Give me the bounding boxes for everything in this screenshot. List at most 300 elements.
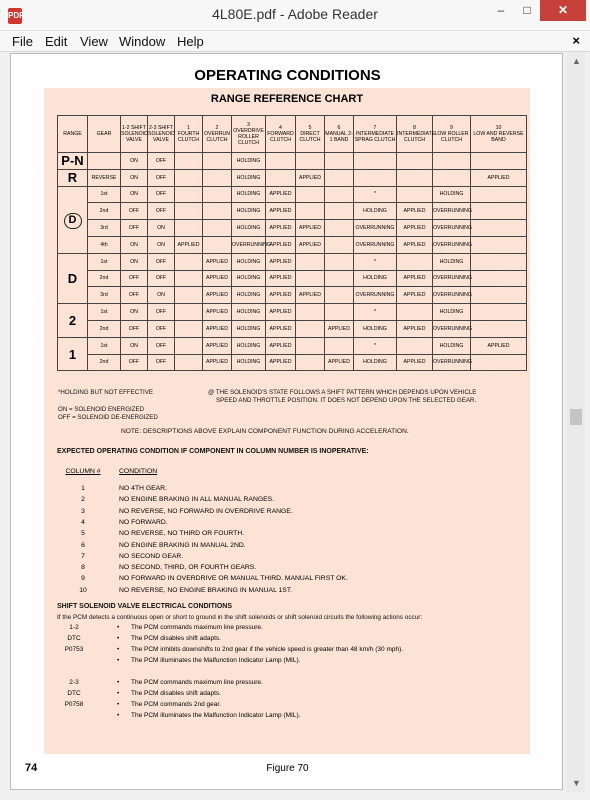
solenoid-action-text: The PCM illuminates the Malfunction Indicator Lamp (MIL).	[131, 657, 301, 664]
table-cell	[296, 354, 325, 371]
table-cell	[471, 153, 527, 170]
table-cell: OVERRUNNING	[433, 320, 471, 337]
table-cell: APPLIED	[266, 337, 296, 354]
table-row	[58, 253, 527, 270]
table-cell	[471, 203, 527, 220]
solenoid-group-2-3	[44, 679, 524, 727]
table-cell: 3rd	[88, 220, 121, 237]
solenoid-action-text: The PCM illuminates the Malfunction Indicator Lamp (MIL).	[131, 712, 301, 719]
table-cell: *	[354, 253, 397, 270]
table-header-cell	[354, 116, 397, 153]
table-cell: HOLDING	[232, 169, 266, 186]
table-cell	[471, 304, 527, 321]
condition-text: NO REVERSE, NO FORWARD IN OVERDRIVE RANGE.	[119, 507, 293, 515]
close-document-icon[interactable]: ×	[572, 33, 580, 48]
table-cell	[471, 253, 527, 270]
close-window-button[interactable]: ✕	[540, 0, 586, 21]
expected-heading: EXPECTED OPERATING CONDITION IF COMPONENT IN COLUMN NUMBER IS INOPERATIVE:	[57, 448, 369, 455]
table-cell: APPLIED	[397, 320, 433, 337]
table-cell: HOLDING	[354, 320, 397, 337]
table-cell: APPLIED	[325, 320, 354, 337]
table-cell: ON	[121, 236, 148, 253]
table-cell	[354, 153, 397, 170]
table-cell: HOLDING	[232, 354, 266, 371]
table-cell: ON	[148, 236, 175, 253]
table-cell	[397, 337, 433, 354]
table-cell	[203, 220, 232, 237]
table-cell: HOLDING	[232, 153, 266, 170]
table-cell: ON	[148, 287, 175, 304]
column-number: 5	[308, 125, 312, 131]
table-cell: OFF	[148, 354, 175, 371]
table-cell: ON	[121, 186, 148, 203]
table-cell: HOLDING	[354, 270, 397, 287]
table-cell	[325, 153, 354, 170]
table-header-cell	[433, 116, 471, 153]
condition-text: NO SECOND, THIRD, OR FOURTH GEARS.	[119, 564, 257, 572]
scroll-up-icon[interactable]: ▲	[572, 56, 581, 66]
column-label: GEAR	[96, 131, 112, 137]
conditions-list	[44, 468, 524, 598]
table-cell	[266, 169, 296, 186]
table-cell: HOLDING	[433, 186, 471, 203]
table-cell: HOLDING	[232, 304, 266, 321]
range-label-cell	[58, 153, 88, 170]
table-cell: APPLIED	[175, 236, 203, 253]
table-header-cell	[325, 116, 354, 153]
table-cell: HOLDING	[232, 203, 266, 220]
table-cell: APPLIED	[266, 186, 296, 203]
table-cell: OFF	[121, 220, 148, 237]
column-label: LOW AND REVERSE BAND	[473, 131, 524, 143]
table-row	[58, 203, 527, 220]
column-number: 10	[495, 125, 502, 131]
solenoid-code: P0753	[64, 646, 84, 653]
condition-text: NO ENGINE BRAKING IN MANUAL 2ND.	[119, 541, 246, 549]
column-label: DIRECT CLUTCH	[299, 131, 321, 143]
table-cell	[325, 203, 354, 220]
column-label: OVERDRIVE ROLLER CLUTCH	[233, 128, 264, 146]
table-cell	[471, 270, 527, 287]
table-cell	[325, 287, 354, 304]
table-cell: APPLIED	[266, 354, 296, 371]
column-label: FORWARD CLUTCH	[267, 131, 294, 143]
table-header-cell	[175, 116, 203, 153]
table-cell: APPLIED	[266, 304, 296, 321]
table-cell	[354, 169, 397, 186]
table-cell: 4th	[88, 236, 121, 253]
bullet-icon: •	[117, 701, 120, 708]
table-cell: APPLIED	[266, 220, 296, 237]
table-cell	[471, 220, 527, 237]
table-header-cell	[121, 116, 148, 153]
table-cell: OVERRUNNING	[354, 287, 397, 304]
range-label: R	[67, 170, 78, 186]
table-cell: OFF	[121, 320, 148, 337]
column-label: OVERRUN CLUTCH	[204, 131, 230, 143]
table-cell: HOLDING	[232, 253, 266, 270]
table-cell: *	[354, 186, 397, 203]
table-cell	[325, 220, 354, 237]
table-cell	[175, 354, 203, 371]
condition-text: NO SECOND GEAR.	[119, 552, 184, 560]
table-cell: HOLDING	[433, 253, 471, 270]
table-cell: OVERRUNNING	[354, 220, 397, 237]
range-label-cell	[58, 186, 88, 253]
table-cell	[325, 186, 354, 203]
table-cell: ON	[121, 153, 148, 170]
table-cell	[471, 186, 527, 203]
table-cell: OFF	[148, 186, 175, 203]
table-cell	[175, 287, 203, 304]
solenoid-heading: SHIFT SOLENOID VALVE ELECTRICAL CONDITIONS	[57, 603, 233, 610]
table-cell: ON	[121, 304, 148, 321]
table-cell: OFF	[148, 337, 175, 354]
range-label-cell	[58, 304, 88, 338]
table-cell: APPLIED	[397, 270, 433, 287]
page-number: 74	[25, 762, 38, 774]
table-cell	[325, 304, 354, 321]
column-number-header: COLUMN #	[65, 468, 101, 475]
table-row	[58, 320, 527, 337]
table-cell	[296, 253, 325, 270]
table-cell: 1st	[88, 186, 121, 203]
table-cell: OVERRUNNING	[433, 203, 471, 220]
table-cell: OFF	[121, 354, 148, 371]
menu-view[interactable]: View	[80, 34, 108, 49]
table-cell	[325, 253, 354, 270]
table-cell: ON	[121, 337, 148, 354]
table-cell	[175, 270, 203, 287]
table-row	[58, 337, 527, 354]
range-label: D	[64, 213, 82, 229]
table-cell: OFF	[121, 287, 148, 304]
table-cell: APPLIED	[325, 354, 354, 371]
table-header-cell	[266, 116, 296, 153]
table-cell: APPLIED	[397, 236, 433, 253]
table-cell	[296, 337, 325, 354]
table-cell: 1st	[88, 304, 121, 321]
table-cell	[203, 169, 232, 186]
table-cell	[175, 337, 203, 354]
table-header-cell	[471, 116, 527, 153]
table-cell	[203, 186, 232, 203]
table-row	[58, 220, 527, 237]
table-cell: *	[354, 337, 397, 354]
table-cell: APPLIED	[296, 236, 325, 253]
table-cell: HOLDING	[433, 304, 471, 321]
note-text: NOTE: DESCRIPTIONS ABOVE EXPLAIN COMPONENT FUNCTION DURING ACCELERATION.	[121, 428, 409, 435]
table-cell	[397, 304, 433, 321]
column-number: 8	[413, 125, 416, 131]
table-cell	[266, 153, 296, 170]
condition-column-number: 4	[81, 518, 85, 526]
table-cell: OFF	[148, 304, 175, 321]
solenoid-code: 1-2	[69, 624, 79, 631]
table-cell	[203, 236, 232, 253]
table-row	[58, 236, 527, 253]
condition-column-number: 1	[81, 485, 85, 492]
table-cell: 2nd	[88, 354, 121, 371]
document-title: OPERATING CONDITIONS	[194, 67, 381, 84]
table-cell: APPLIED	[266, 287, 296, 304]
column-label: 1-2 SHIFT SOLENOID VALVE	[121, 125, 148, 143]
table-row	[58, 287, 527, 304]
table-cell: APPLIED	[471, 337, 527, 354]
column-label: 2-3 SHIFT SOLENOID VALVE	[148, 125, 175, 143]
condition-text: NO REVERSE, NO ENGINE BRAKING IN MANUAL 1ST.	[119, 586, 293, 594]
table-cell: APPLIED	[266, 236, 296, 253]
table-cell	[203, 153, 232, 170]
table-cell	[296, 320, 325, 337]
table-cell	[88, 153, 121, 170]
bullet-icon: •	[117, 624, 120, 631]
table-row	[58, 304, 527, 321]
table-cell: APPLIED	[397, 287, 433, 304]
table-cell: 2nd	[88, 203, 121, 220]
table-header-cell	[148, 116, 175, 153]
table-cell	[397, 153, 433, 170]
table-row	[58, 354, 527, 371]
table-cell	[296, 203, 325, 220]
column-number: 3	[247, 122, 250, 128]
table-cell	[471, 354, 527, 371]
figure-caption: Figure 70	[266, 763, 309, 774]
solenoid-group-1-2	[44, 624, 524, 672]
table-cell	[175, 253, 203, 270]
table-cell: REVERSE	[88, 169, 121, 186]
bullet-icon: •	[117, 712, 120, 719]
table-cell: ON	[121, 253, 148, 270]
table-cell: OVERRUNNING	[433, 287, 471, 304]
window-title: 4L80E.pdf - Adobe Reader	[212, 6, 378, 22]
table-cell	[325, 270, 354, 287]
column-number: 6	[337, 125, 341, 131]
column-number: 1	[187, 125, 190, 131]
table-cell: HOLDING	[433, 337, 471, 354]
table-cell: OFF	[148, 169, 175, 186]
column-number: 7	[373, 125, 377, 131]
column-label: FOURTH CLUTCH	[177, 131, 200, 143]
table-header-cell	[296, 116, 325, 153]
table-cell: APPLIED	[296, 287, 325, 304]
solenoid-action-text: The PCM inhibits downshifts to 2nd gear if the vehicle speed is greater than 48 km/h (30 mph).	[131, 646, 404, 653]
table-cell: APPLIED	[266, 203, 296, 220]
condition-column-number: 3	[81, 507, 85, 515]
table-cell: APPLIED	[266, 320, 296, 337]
table-cell: OVERRUNNING	[354, 236, 397, 253]
table-cell: OVERRUNNING	[433, 236, 471, 253]
table-cell	[175, 153, 203, 170]
table-cell	[471, 320, 527, 337]
menu-help[interactable]: Help	[177, 34, 204, 49]
table-cell: OFF	[148, 270, 175, 287]
table-cell: HOLDING	[354, 203, 397, 220]
table-cell	[296, 186, 325, 203]
pdf-page	[10, 53, 563, 790]
column-label: INTERMEDIATE SPRAG CLUTCH	[354, 131, 396, 143]
table-cell	[175, 203, 203, 220]
solenoid-code: P0758	[64, 701, 84, 708]
table-cell: HOLDING	[232, 186, 266, 203]
table-cell: OFF	[148, 253, 175, 270]
table-cell: APPLIED	[203, 320, 232, 337]
solenoid-action-text: The PCM commands 2nd gear.	[131, 701, 221, 708]
solenoid-intro: If the PCM detects a continuous open or short to ground in the shift solenoids or shift solenoid circuits the following actions occur:	[57, 614, 423, 621]
table-header-cell	[232, 116, 266, 153]
table-cell: OVERRUNNING	[433, 270, 471, 287]
table-cell: OFF	[121, 270, 148, 287]
scroll-thumb[interactable]	[570, 409, 582, 425]
table-cell	[433, 169, 471, 186]
table-cell	[175, 169, 203, 186]
menu-bar	[0, 31, 590, 52]
condition-text: NO 4TH GEAR.	[119, 485, 167, 492]
range-reference-table	[57, 115, 527, 371]
table-cell	[433, 153, 471, 170]
table-row	[58, 270, 527, 287]
column-label: LOW ROLLER CLUTCH	[434, 131, 469, 143]
table-cell	[471, 236, 527, 253]
table-cell	[325, 236, 354, 253]
table-cell	[175, 186, 203, 203]
table-cell: APPLIED	[397, 203, 433, 220]
table-header-cell	[58, 116, 88, 153]
menu-edit[interactable]: Edit	[45, 34, 68, 49]
table-cell: OVERRUNNING	[232, 236, 266, 253]
table-cell: ON	[121, 169, 148, 186]
table-cell	[175, 304, 203, 321]
range-label: P-N	[61, 153, 84, 169]
table-cell: APPLIED	[266, 253, 296, 270]
condition-column-number: 10	[79, 586, 87, 594]
table-cell: 1st	[88, 253, 121, 270]
table-cell: OVERRUNNING	[433, 354, 471, 371]
footnote-state-2: SPEED AND THROTTLE POSITION. IT DOES NOT DEPEND UPON THE SELECTED GEAR.	[216, 397, 477, 404]
bullet-icon: •	[117, 646, 120, 653]
table-cell	[296, 270, 325, 287]
range-label-cell	[58, 169, 88, 186]
bullet-icon: •	[117, 679, 120, 686]
column-label: RANGE	[63, 131, 82, 137]
table-cell	[325, 169, 354, 186]
table-cell: OFF	[148, 203, 175, 220]
footnote-on: ON = SOLENOID ENERGIZED	[58, 406, 145, 413]
bullet-icon: •	[117, 657, 120, 664]
condition-text: NO FORWARD.	[119, 518, 168, 526]
range-label: 1	[68, 346, 77, 362]
solenoid-action-text: The PCM commands maximum line pressure.	[131, 624, 263, 631]
table-cell: HOLDING	[232, 287, 266, 304]
table-cell	[203, 203, 232, 220]
condition-header: CONDITION	[119, 468, 158, 475]
range-label-cell	[58, 337, 88, 371]
column-label: MANUAL 2-1 BAND	[325, 131, 353, 143]
table-header-cell	[203, 116, 232, 153]
menu-window[interactable]: Window	[119, 34, 166, 49]
table-cell: HOLDING	[354, 354, 397, 371]
table-cell: APPLIED	[203, 270, 232, 287]
table-cell: APPLIED	[203, 354, 232, 371]
solenoid-code: DTC	[67, 635, 81, 642]
scroll-down-icon[interactable]: ▼	[572, 778, 581, 788]
bullet-icon: •	[117, 635, 120, 642]
title-bar	[0, 0, 590, 31]
table-cell: HOLDING	[232, 220, 266, 237]
table-row	[58, 186, 527, 203]
table-cell: HOLDING	[232, 270, 266, 287]
table-cell: APPLIED	[203, 287, 232, 304]
pdf-app-icon: PDF	[8, 8, 22, 24]
column-label: INTERMEDIATE CLUTCH	[397, 131, 436, 143]
table-cell: APPLIED	[397, 354, 433, 371]
condition-column-number: 2	[81, 496, 85, 504]
table-row	[58, 169, 527, 186]
table-cell: HOLDING	[232, 320, 266, 337]
column-number: 9	[450, 125, 453, 131]
condition-column-number: 6	[81, 541, 85, 549]
table-cell: APPLIED	[266, 270, 296, 287]
table-cell	[397, 253, 433, 270]
table-cell	[296, 153, 325, 170]
table-cell	[397, 169, 433, 186]
solenoid-action-text: The PCM disables shift adapts.	[131, 690, 221, 697]
table-cell: APPLIED	[203, 253, 232, 270]
footnote-holding: *HOLDING BUT NOT EFFECTIVE	[58, 389, 154, 396]
condition-text: NO FORWARD IN OVERDRIVE OR MANUAL THIRD. MANUAL FIRST OK.	[119, 575, 348, 583]
table-cell: 1st	[88, 337, 121, 354]
table-cell: APPLIED	[203, 304, 232, 321]
range-label-cell	[58, 253, 88, 303]
table-cell: OFF	[148, 153, 175, 170]
column-number: 2	[215, 125, 219, 131]
condition-column-number: 8	[81, 564, 85, 572]
menu-file[interactable]: File	[12, 34, 33, 49]
table-cell	[397, 186, 433, 203]
table-cell	[175, 320, 203, 337]
table-cell: ON	[148, 220, 175, 237]
table-cell	[471, 287, 527, 304]
solenoid-action-text: The PCM commands maximum line pressure.	[131, 679, 263, 686]
table-cell: APPLIED	[296, 220, 325, 237]
chart-title: RANGE REFERENCE CHART	[210, 93, 364, 105]
table-cell: APPLIED	[203, 337, 232, 354]
footnote-state-1: @ THE SOLENOID'S STATE FOLLOWS A SHIFT PATTERN WHICH DEPENDS UPON VEHICLE	[208, 389, 477, 396]
table-cell: *	[354, 304, 397, 321]
footnote-off: OFF = SOLENOID DE-ENERGIZED	[58, 414, 158, 421]
condition-text: NO ENGINE BRAKING IN ALL MANUAL RANGES.	[119, 496, 275, 504]
maximize-button[interactable]: □	[523, 3, 531, 17]
bullet-icon: •	[117, 690, 120, 697]
table-cell: OVERRUNNING	[433, 220, 471, 237]
table-cell	[325, 337, 354, 354]
table-cell: APPLIED	[296, 169, 325, 186]
table-cell: HOLDING	[232, 337, 266, 354]
range-label: D	[67, 270, 78, 286]
range-label: 2	[68, 312, 77, 328]
condition-column-number: 5	[81, 530, 85, 538]
table-cell: OFF	[148, 320, 175, 337]
table-cell: APPLIED	[471, 169, 527, 186]
table-row	[58, 153, 527, 170]
table-header-cell	[88, 116, 121, 153]
column-number: 4	[279, 125, 282, 131]
table-cell: 2nd	[88, 270, 121, 287]
minimize-button[interactable]: –	[497, 3, 505, 17]
vertical-scrollbar[interactable]	[567, 52, 585, 792]
condition-column-number: 9	[81, 575, 85, 583]
table-cell	[175, 220, 203, 237]
